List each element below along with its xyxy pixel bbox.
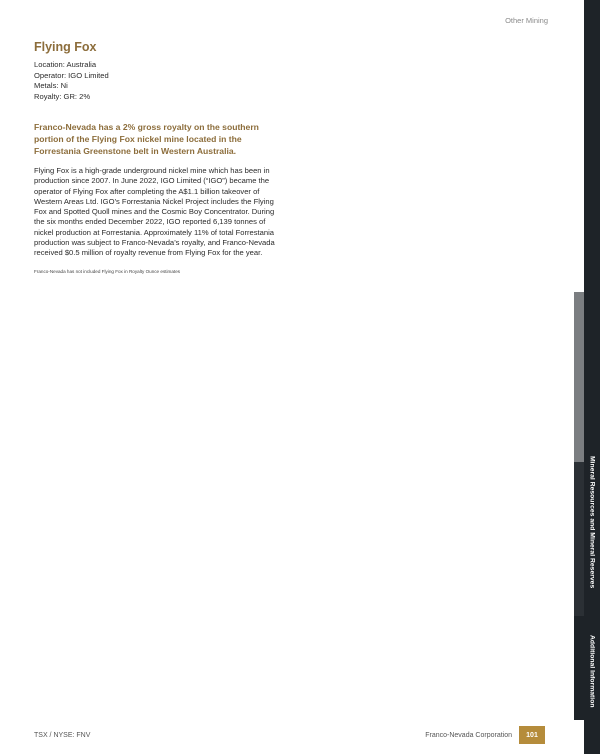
body-paragraph: Flying Fox is a high-grade underground nickel mine which has been in production since 2007. In June 2022, IGO Limited (“IGO”) became the operator of Flying Fox after completing the A$1.1 billion takeover of Western Areas Ltd. IGO’s Forrestania Nickel Project includes the Flying Fox and Spotted Quoll mines and the Cosmic Boy Concentrator. During the six months ended December 2022, IGO reported 6,139 tonnes of nickel production at Forrestania. Approximately 11% of total Forrestania production was subject to Franco-Nevada’s royalty, and Franco-Nevada received $0.5 million of royalty revenue from Flying Fox for the year. (34, 166, 275, 258)
side-tab-marker-additional-info (574, 616, 584, 720)
side-tab-marker-upper (574, 292, 584, 462)
footer-company: Franco-Nevada Corporation (425, 732, 512, 739)
side-tab-marker-mineral-resources (574, 462, 584, 616)
footer-ticker: TSX / NYSE: FNV (34, 732, 91, 739)
main-content (34, 40, 284, 275)
side-tab-mineral-resources[interactable] (584, 455, 600, 589)
side-tab-mineral-resources-label: Mineral Resources and Mineral Reserves (588, 455, 596, 589)
asset-metadata (34, 60, 284, 102)
asset-title: Flying Fox (34, 40, 97, 54)
section-label: Other Mining (505, 16, 548, 25)
footnote: Franco-Nevada has not included Flying Fox in Royalty Ounce estimates (34, 268, 181, 274)
asset-operator: Operator: IGO Limited (34, 70, 109, 80)
side-tab-additional-information-label: Additional Information (588, 634, 596, 708)
page-number: 101 (519, 726, 545, 744)
lead-paragraph: Franco-Nevada has a 2% gross royalty on the southern portion of the Flying Fox nickel mine located in the Forrestania Greenstone belt in Western Australia. (34, 122, 259, 156)
asset-location: Location: Australia (34, 60, 97, 69)
asset-royalty: Royalty: GR: 2% (34, 91, 91, 101)
asset-metals: Metals: Ni (34, 81, 68, 90)
side-tab-additional-information[interactable] (584, 632, 600, 710)
